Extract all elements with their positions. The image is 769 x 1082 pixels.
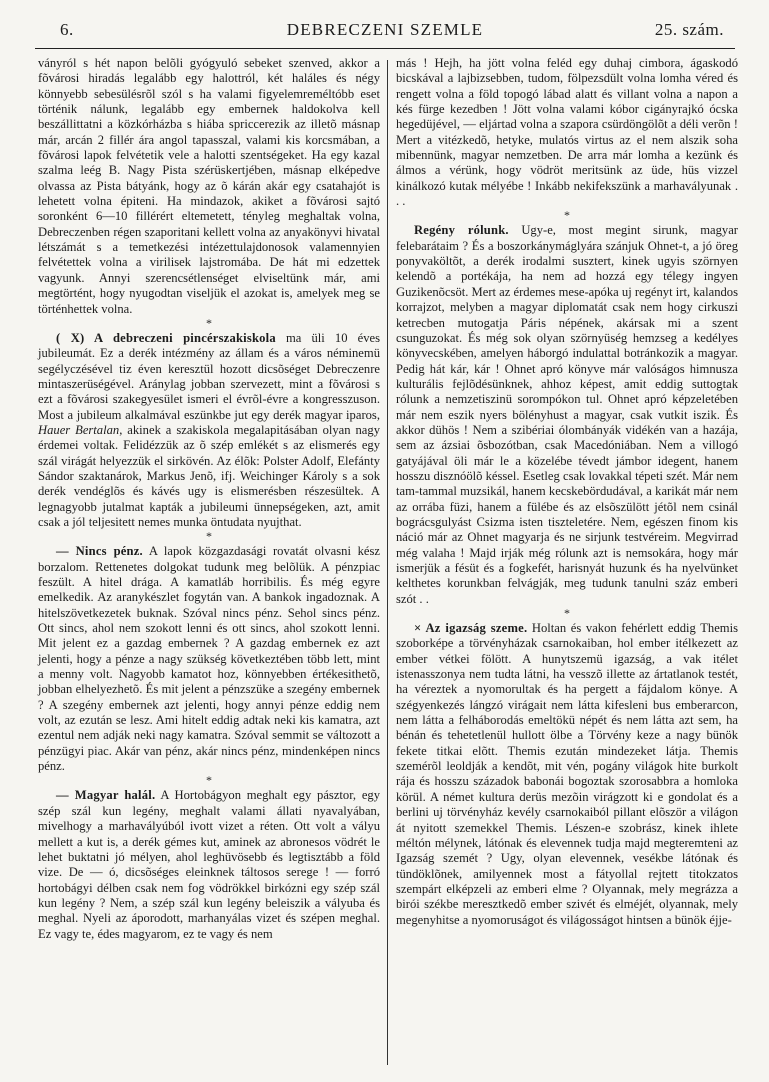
article-heading: — Magyar halál. bbox=[56, 788, 156, 803]
article-text: A lapok közgazdasági rovatát olvasni kész borzalom. Rettenetes dolgokat tudunk meg belõlük. A pénzpiac feszült. A hitel drága. A kamatláb horribilis. És még egyre emelkedik. Az aranykészlet fogytán van. A bankok ingadoznak. A hitelszövetkezetek buknak. Szóval nincs pénz. Sehol sincs pénz. Ott sincs, ahol nem szokott lenni és ott sincs, ahol szokott lenni. Mit jelent ez a gazdag embernek ? A gazdag embernek ez azt jelenti, hogy a pénze a nagy szükség következtében több lett, mint a menny volt. Nagyobb kamatot hoz, könnyebben értékesithetõ, jobban elhelyezhetõ. És mit jelent a pénzszüke a szegény embernek ? A szegény embernek azt jelenti, hogy annyi pénze eddig nem volt, az ezután se lesz. Ami hitelt eddig adtak neki kis kamatra, azt ezentul nem adják neki nagy kamatra. Szóval semmit se változott a pénzügyi piac. Akár van pénz, akár nincs pénz, mindenképen nincs pénz. bbox=[38, 544, 380, 774]
page-header bbox=[40, 14, 730, 40]
article-regeny-rolunk bbox=[396, 223, 738, 607]
column-divider bbox=[387, 60, 388, 1065]
right-column bbox=[396, 56, 738, 928]
article-text: , akinek a szakiskola megalapitásában olyan nagy érdemei voltak. Felidézzük az õ szép emlékét s az elismerés egy szál virágát helyezzük el sirkövén. Az élõk: Polster Adolf, Elefánty Sándor szaktanárok, Markus Jenõ, ifj. Weichinger Károly s a sok derék vendéglõs és kávés ugy is elismerésben részesültek. A legnagyobb jutalmat kapták a jubileumi ünnepségeken, azt, amit csak a jól teljesitett nemes munka öntudata nyujthat. bbox=[38, 422, 380, 529]
section-separator: * bbox=[206, 773, 212, 788]
person-name: Hauer Bertalan bbox=[38, 422, 120, 437]
section-separator: * bbox=[564, 208, 570, 223]
article-text: Holtan és vakon fehérlett eddig Themis szoborképe a törvényházak csarnokaiban, hol ember itélkezett az ember vétkei fölött. A hunytszemü igazság, a vak itélet istenasszonya nem tudta látni, ha vesszõ illette az ártatlanok testét, ha véreztek a nyomorultak és ha pergett a fájdalom könye. A szégyenkezés lángzó virágait nem látta kifesleni bus emberarcon, nem látta a felháborodás emeltökü népét és nem látta azt sem, ha bénán és tehetetlenül hullott ölbe a Törvény keze a nagy bünök fekete titkai elõtt. Themis ezután mindezeket látja. Themis szemérõl leoldják a kendõt, mit vén, pogány világok hite burkolt rája és hosszu századok babonái bogoztak szorosabbra a homloka körül. A német kultura derüs mezõin virágzott ki e gondolat és a berlini uj törvényház kevély csarnokaiból pillant elõször a világon át nyitott szemekkel Themis. Lészen-e szobrász, kinek ihlete méltón mélynek, látónak és elevennek tudja majd megteremteni az Igazság szemét ? Ugy, olyan elevennek, vesékbe látónak és tündöklõnek, amilyennek most a fátyollal rejtett titokzatos szempárt elképzeli az emberi elme ? Olyannak, mely megrázza a birói székbe meresztkedõ ember szivét és elméjét, olyannak, mely megenyhitse a nyomoruságot és világosságot hintsen a bünök éjje- bbox=[396, 621, 738, 927]
issue-number: 25. szám. bbox=[654, 20, 724, 39]
article-heading: — Nincs pénz. bbox=[56, 544, 143, 559]
left-column bbox=[38, 56, 380, 942]
section-separator: * bbox=[564, 606, 570, 621]
article-continuation: ványról s hét napon belõli gyógyuló sebeket szenved, akkor a fõvárosi hiradás legalább egy halottról, két haláles és négy könnyebb sebesülésrõl szól s ha valami figyelemreméltóbb eset történik nálunk, legalább egy embernek haldokolva kell beszállittatni a közkórházba s hiába spriccerezik az illetõ másnap már, arcán 2 fillér ára angol tapasszal, valami kis korcsmában, a fõvárosi lapok felvétetik vele a halotti szentségeket. Ha egy kazal szalma leég B. Nagy Pista szérüskertjében, másnap elképedve olvassa az Pista bátyánk, hogy az õ kárán akár egy csatahajót is lehetett volna épiteni. Ha mindazok, akiket a fõvárosi sajtó soronként 6—10 fillérért eltemetett, tényleg meghaltak volna, Debreczenben régen szaporitani kellett volna az anyakönyvi hivatal létszámát s a temetkezési intézettulajdonosok valamennyien felvétettek volna a virilisek lajstromába. De hát mi edzettek vagyunk. Annyi szerencsétlenséget elviseltünk már, ami megtörtént, hogy nyugodtan viseljük el azokat is, amelyek meg se történhettek volna. bbox=[38, 56, 380, 316]
article-igazsag-szeme bbox=[396, 621, 738, 928]
article-text: A Hortobágyon meghalt egy pásztor, egy szép szál kun legény, meghalt valami állati nyavalyában, mivelhogy a marhavályúból ivott vizet a réten. Ott volt a vályu mellett a kut is, a derék gémes kut, aminek az abronesos vödrét le lehet buktatni jó mélyen, ahol leghüvösebb és legtisztább a föld vize. De — ó, dicsõséges eleinknek táltosos serege ! — forró hortobágyi délben csak nem fog vödrökkel birkózni egy szép szál kun legény ? Nem, a szép szál kun legény beleiszik a vályuba és meghal. Nyeli az áporodott, marhanyálas vizet és szépen meghal. Ez vagy te, édes magyarom, ez te vagy és nem bbox=[38, 788, 380, 941]
article-heading: ( X) A debreczeni pincérszakiskola bbox=[56, 330, 276, 345]
article-heading: Regény rólunk. bbox=[414, 223, 509, 238]
article-heading: × Az igazság szeme. bbox=[414, 621, 528, 636]
article-continuation: más ! Hejh, ha jött volna feléd egy duhaj cimbora, ágaskodó bicskával a lajbizsebben, tudom, fölpezsdült volna lomha véred és rengett volna a föld topogó lábad alatt és villant volna a napon a kés fürge kezedben ! Jött volna valami kóbor cigányrajkó ócska hegedüjével, — eljártad volna a szapora csürdöngölõt a déli verõn ! Mert a vitézkedõ, hetyke, mulatós virtus az el nem alszik soha mibennünk, magyar nemzetben. De arra már lomha a kezünk és álmos a vérünk, hogy vödröt meritsünk az üde, hüs vizzel kinálkozó kutak mélyébe ! Inkább nekifekszünk a marhavályunak . . . bbox=[396, 56, 738, 209]
article-text: ma üli 10 éves jubileumát. Ez a derék intézmény az állam és a város néminemü segélyczésével tiz éven keresztül hozott dicsõséget Debreczenre mintaszerüségével. Aránylag jobban szervezett, mint a fõvárosi s ezt a fõvárosi szakegyesület ismeri el évrõl-évre a kongresszuson. Most a jubileum alkalmával eszünkbe jut egy derék magyar iparos, bbox=[38, 330, 380, 422]
journal-title: DEBRECZENI SZEMLE bbox=[286, 20, 484, 39]
section-separator: * bbox=[206, 315, 212, 330]
section-separator: * bbox=[206, 529, 212, 544]
header-rule bbox=[35, 48, 735, 49]
article-nincs-penz bbox=[38, 544, 380, 774]
article-magyar-halal bbox=[38, 788, 380, 941]
article-pincerszakiskola bbox=[38, 331, 380, 530]
article-text: Ugy-e, most megint sirunk, magyar felebarátaim ? És a boszorkánymáglyára szánjuk Ohnet-t, a jó öreg ponyvaköltõt, a derék irodalmi susztert, kinek ugyis szörnyen kelendõ a portékája, ha nem ad hozzá egy télegy ingyen Guzikenõcsöt. Mert az érdemes mese-apóka uj regényt irt, kalandos korrajzot, melyben a magyar diplomatát csak nem hogy cirkuszi ketrecben mutogatja Páris népének, akársak mi a szent csunguzokat. És még sok olyan szörnyüség hemzseg a kedélyes könyvecskében, amelyen háborgó indulattal botránkozik a magyar. Pedig hát kár, kár ! Ohnet apró könyve már valóságos himnusza kulturális fejlõdésünknek, ahhoz képest, amit eddig suttogtak rólunk a nemzetiszinü sorompókon tul. Ohnet apró képzeletében már nem eszik nyers bölényhust a magyar, csak vutkit iszik. És akkor dühös ! Nem a szibériai ólombányák vidékén van a hazája, sem az ázsiai õsbozótban, csak Macedóniában. Nem a villogó gatyájával öli már le a közelébe tévedt jámbor idegent, hanem hosszu disznóölõ késsel. Esetleg csak lovakkal tépeti szét. Már nem tam-tammal muzsikál, hanem kecskebördudával, a karikát már nem az orrába füzi, hanem a fülébe és az elsõszülött jétõl nem csinál bográcsgulyást Csizma isten tiszteletére. Nem, egészen finom kis náció már az Ohnet magyarja és ne sirjunk testvéreim. Megvirrad még valaha ! Majd irják még rólunk azt is nemsokára, hogy már ismerjük a fésüt és a fogkefét, harisnyát huzunk és ha nyelvünket kelthetes korunkban felvágják, meg tudunk tanulni száz emberi szót . . bbox=[396, 223, 739, 606]
page-number: 6. bbox=[60, 20, 74, 39]
